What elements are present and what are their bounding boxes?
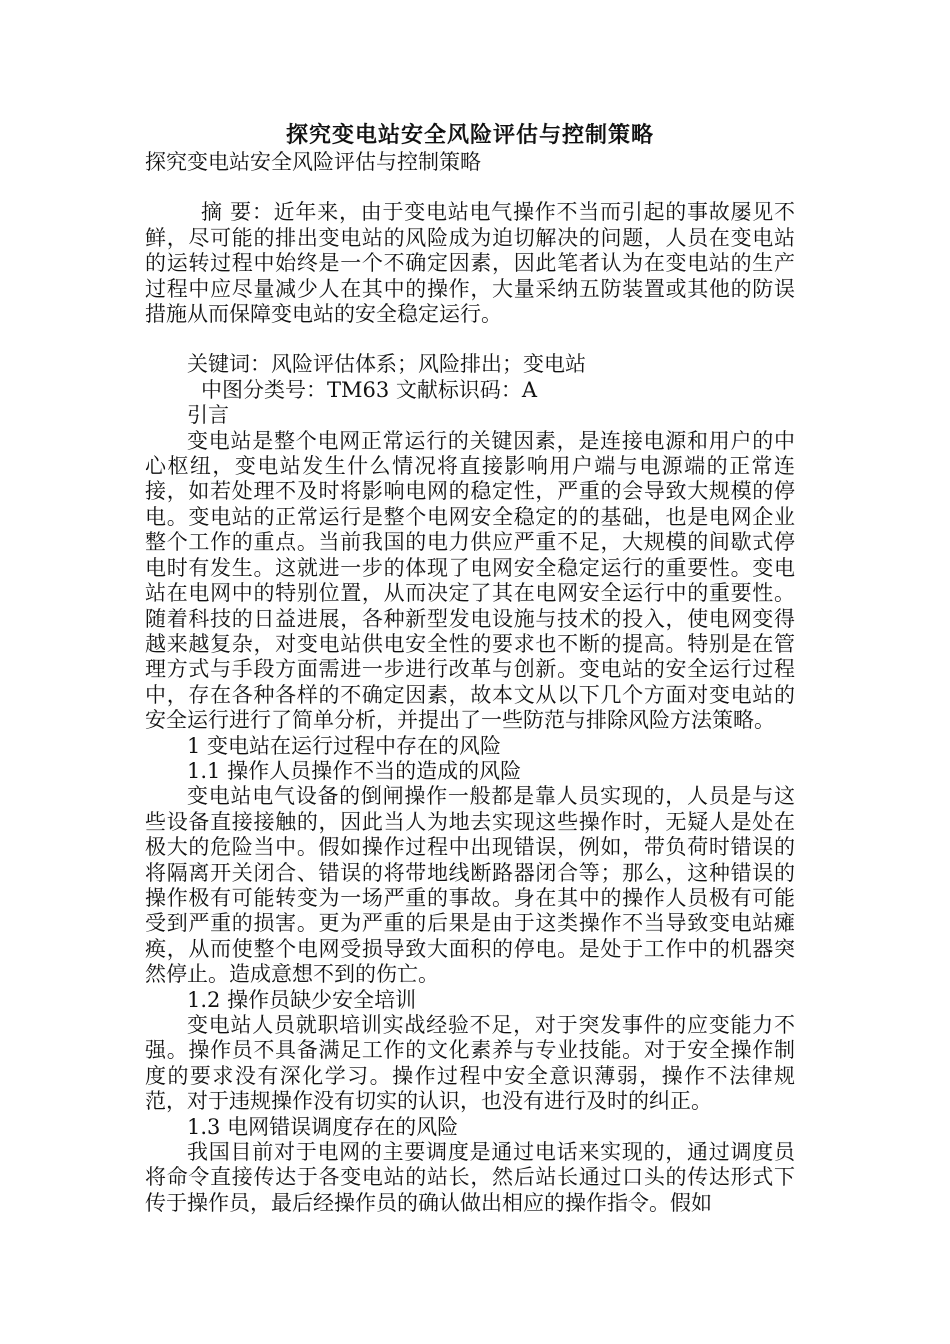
blank-line	[145, 327, 795, 352]
keywords-line: 关键词：风险评估体系；风险排出；变电站	[187, 352, 586, 377]
section-1-heading: 1 变电站在运行过程中存在的风险	[187, 733, 502, 758]
section-1-1-paragraph: 变电站电气设备的倒闸操作一般都是靠人员实现的，人员是与这些设备直接接触的，因此当人为地去实现这些操作时，无疑人是处在极大的危险当中。假如操作过程中出现错误，例如，带负荷时错误的将隔离开关闭合、错误的将带地线断路器闭合等；那么，这种错误的操作极有可能转变为一场严重的事故。身在其中的操作人员极有可能受到严重的损害。更为严重的后果是由于这类操作不当导致变电站瘫痪，从而使整个电网受损导致大面积的停电。是处于工作中的机器突然停止。造成意想不到的伤亡。	[145, 784, 795, 987]
document-page	[145, 120, 795, 1216]
document-title: 探究变电站安全风险评估与控制策略	[285, 122, 654, 148]
section-1-1-heading: 1.1 操作人员操作不当的造成的风险	[187, 758, 522, 783]
section-1-3-heading: 1.3 电网错误调度存在的风险	[187, 1114, 459, 1139]
intro-heading: 引言	[187, 403, 229, 428]
blank-line	[145, 175, 795, 200]
document-subtitle: 探究变电站安全风险评估与控制策略	[145, 150, 481, 174]
abstract-paragraph: 摘 要：近年来，由于变电站电气操作不当而引起的事故屡见不鲜，尽可能的排出变电站的风险成为迫切解决的问题，人员在变电站的运转过程中始终是一个不确定因素，因此笔者认为在变电站的生产过程中应尽量减少人在其中的操作，大量采纳五防装置或其他的防误措施从而保障变电站的安全稳定运行。	[145, 200, 795, 327]
section-1-2-heading: 1.2 操作员缺少安全培训	[187, 987, 417, 1012]
classification-line: 中图分类号：TM63 文献标识码：A	[201, 377, 538, 402]
section-1-3-paragraph: 我国目前对于电网的主要调度是通过电话来实现的，通过调度员将命令直接传达于各变电站的站长，然后站长通过口头的传达形式下传于操作员，最后经操作员的确认做出相应的操作指令。假如	[145, 1140, 795, 1215]
section-1-2-paragraph: 变电站人员就职培训实战经验不足，对于突发事件的应变能力不强。操作员不具备满足工作的文化素养与专业技能。对于安全操作制度的要求没有深化学习。操作过程中安全意识薄弱，操作不法律规范，对于违规操作没有切实的认识，也没有进行及时的纠正。	[145, 1013, 795, 1114]
intro-paragraph: 变电站是整个电网正常运行的关键因素，是连接电源和用户的中心枢纽，变电站发生什么情况将直接影响用户端与电源端的正常连接，如若处理不及时将影响电网的稳定性，严重的会导致大规模的停电。变电站的正常运行是整个电网安全稳定的的基础，也是电网企业整个工作的重点。当前我国的电力供应严重不足，大规模的间歇式停电时有发生。这就进一步的体现了电网安全稳定运行的重要性。变电站在电网中的特别位置，从而决定了其在电网安全运行中的重要性。随着科技的日益进展，各种新型发电设施与技术的投入，使电网变得越来越复杂，对变电站供电安全性的要求也不断的提高。特别是在管理方式与手段方面需进一步进行改革与创新。变电站的安全运行过程中，存在各种各样的不确定因素，故本文从以下几个方面对变电站的安全运行进行了简单分析，并提出了一些防范与排除风险方法策略。	[145, 428, 795, 733]
